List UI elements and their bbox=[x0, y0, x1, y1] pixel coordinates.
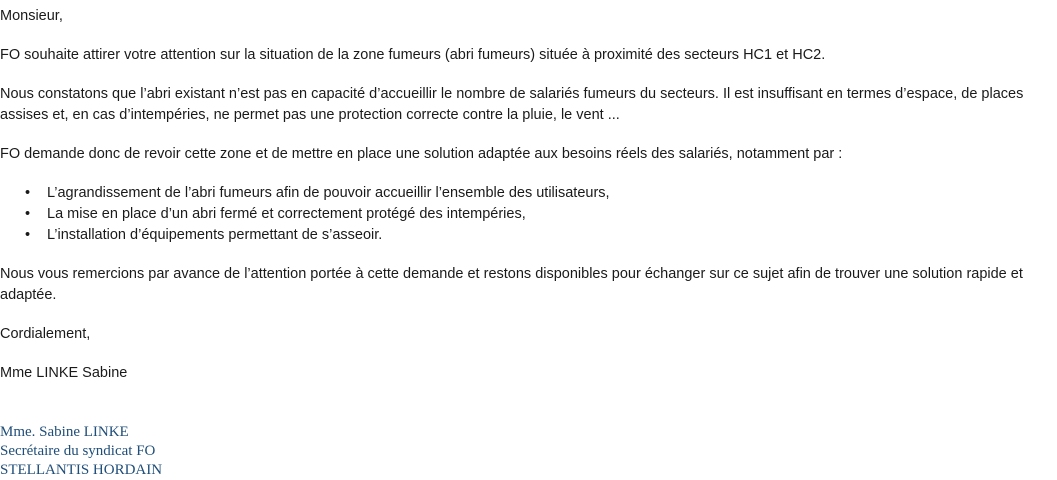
paragraph-thanks: Nous vous remercions par avance de l’attention portée à cette demande et restons disponibles pour échanger sur ce sujet afin de trouver une solution rapide et adaptée. bbox=[0, 266, 1023, 303]
signature-name: Mme. Sabine LINKE bbox=[0, 424, 129, 440]
paragraph-intro: FO souhaite attirer votre attention sur la situation de la zone fumeurs (abri fumeurs) située à proximité des secteurs HC1 et HC2. bbox=[0, 47, 826, 63]
signature-company: STELLANTIS HORDAIN bbox=[0, 462, 163, 478]
paragraph-request: FO demande donc de revoir cette zone et de mettre en place une solution adaptée aux besoins réels des salariés, notamment par : bbox=[0, 146, 843, 162]
paragraph-observation: Nous constatons que l’abri existant n’est pas en capacité d’accueillir le nombre de salariés fumeurs du secteurs. Il est insuffisant en termes d’espace, de places assises et, en cas d’intempéries, ne permet pas une protection correcte contre la pluie, le vent ... bbox=[0, 86, 1024, 123]
list-item bbox=[25, 204, 1057, 225]
list-item bbox=[25, 225, 1057, 246]
bullet-icon: • bbox=[25, 185, 31, 201]
email-signature bbox=[0, 423, 162, 480]
closing: Cordialement, bbox=[0, 326, 91, 342]
list-item-text: La mise en place d’un abri fermé et correctement protégé des intempéries, bbox=[47, 206, 526, 222]
request-list bbox=[0, 183, 1057, 246]
sender-name: Mme LINKE Sabine bbox=[0, 365, 128, 381]
list-item-text: L’agrandissement de l’abri fumeurs afin de pouvoir accueillir l’ensemble des utilisateurs, bbox=[47, 185, 610, 201]
salutation: Monsieur, bbox=[0, 8, 63, 24]
list-item-text: L’installation d’équipements permettant de s’asseoir. bbox=[47, 227, 383, 243]
signature-role: Secrétaire du syndicat FO bbox=[0, 443, 156, 459]
bullet-icon: • bbox=[25, 227, 31, 243]
bullet-icon: • bbox=[25, 206, 31, 222]
list-item bbox=[25, 183, 1057, 204]
